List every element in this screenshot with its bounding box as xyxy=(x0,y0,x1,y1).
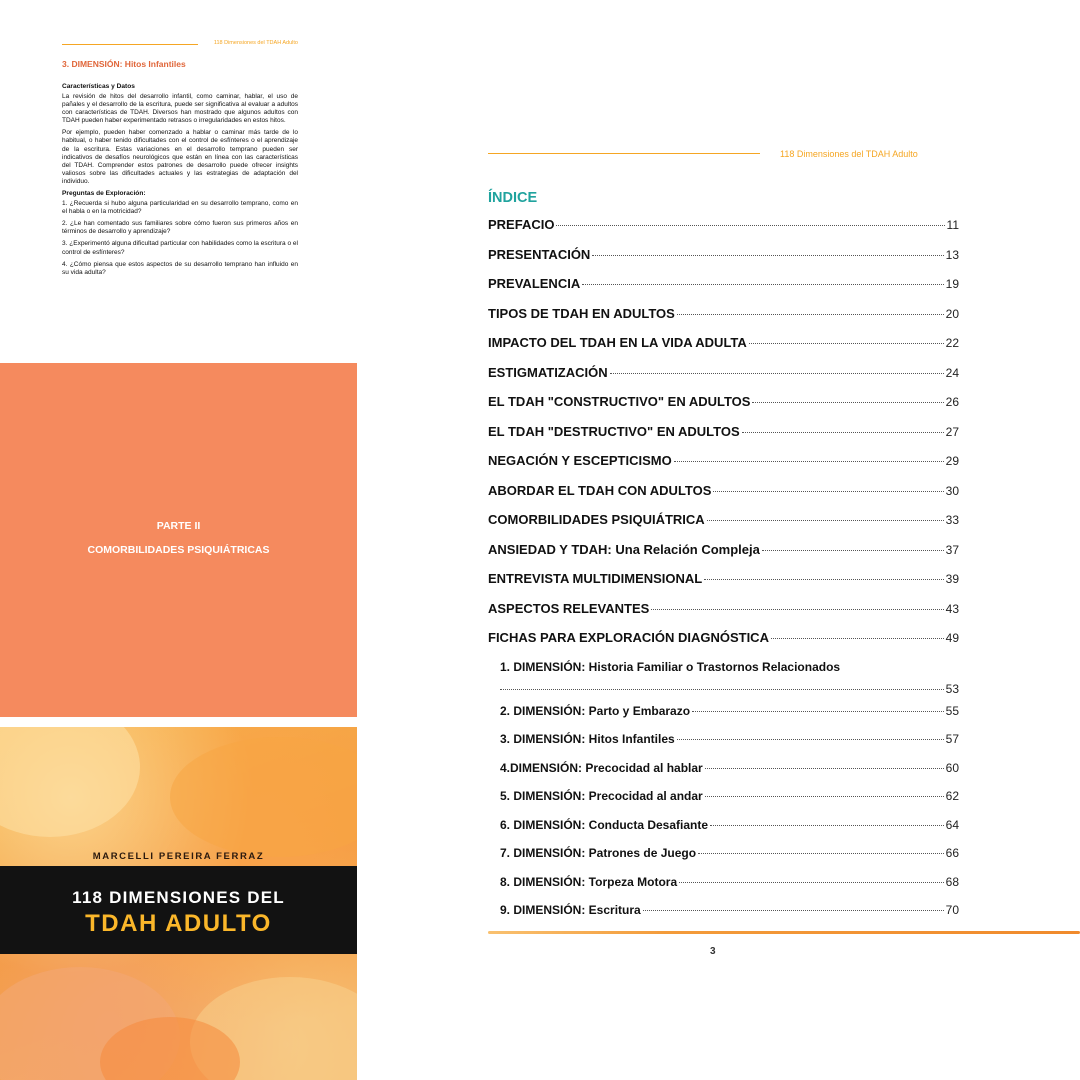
leader-dots xyxy=(679,882,944,883)
toc-label: 7. DIMENSIÓN: Patrones de Juego xyxy=(500,846,697,860)
toc-label: 8. DIMENSIÓN: Torpeza Motora xyxy=(500,874,678,889)
toc-page: 57 xyxy=(945,732,959,746)
toc-page: 55 xyxy=(945,703,959,718)
leader-dots xyxy=(582,284,943,285)
toc-label: 9. DIMENSIÓN: Escritura xyxy=(500,903,641,917)
leader-dots xyxy=(674,461,944,462)
leader-dots xyxy=(749,343,944,344)
footer-rule xyxy=(488,931,1080,934)
toc-sub-entry[interactable] xyxy=(488,789,959,818)
toc-page: 29 xyxy=(945,454,959,468)
toc-sub-entry[interactable]: 1. DIMENSIÓN: Historia Familiar o Trastornos Relacionados xyxy=(500,659,841,674)
table-of-contents xyxy=(488,217,959,932)
subsection-title: Preguntas de Exploración: xyxy=(62,190,146,198)
toc-entry[interactable] xyxy=(488,542,959,572)
header-text: 118 Dimensiones del TDAH Adulto xyxy=(780,149,918,159)
toc-label: ENTREVISTA MULTIDIMENSIONAL xyxy=(488,571,703,586)
toc-label: 2. DIMENSIÓN: Parto y Embarazo xyxy=(500,703,691,718)
toc-page: 37 xyxy=(945,542,959,557)
leader-dots xyxy=(500,689,944,690)
leader-dots xyxy=(713,491,943,492)
toc-page: 49 xyxy=(945,631,959,645)
leader-dots xyxy=(762,550,944,551)
leader-dots xyxy=(704,579,943,580)
cover-title-band xyxy=(0,866,357,954)
toc-label: PRESENTACIÓN xyxy=(488,246,591,262)
watercolor-splash xyxy=(0,727,140,837)
paragraph: La revisión de hitos del desarrollo infantil, como caminar, hablar, el uso de pañales y el desarrollo de la escritura, puede ser significativa al evaluar a adultos con características de TDAH. Diversos han mostrado que algunos adultos con TDAH pueden haber experimentado retrasos o irregularidades en estos hitos. xyxy=(62,93,298,125)
header-text: 118 Dimensiones del TDAH Adulto xyxy=(213,40,298,46)
page-body xyxy=(62,59,298,281)
part-number: PARTE II xyxy=(156,520,201,532)
watercolor-splash xyxy=(170,737,357,857)
toc-page: 24 xyxy=(945,365,959,380)
toc-page: 60 xyxy=(945,760,959,775)
toc-label: 4.DIMENSIÓN: Precocidad al hablar xyxy=(500,760,703,775)
page-number: 3 xyxy=(710,946,716,957)
toc-sub-entry[interactable] xyxy=(488,846,959,875)
inner-page xyxy=(0,0,357,362)
header-rule xyxy=(62,44,198,45)
subsection-title: Características y Datos xyxy=(62,83,135,90)
leader-dots xyxy=(556,225,944,226)
leader-dots xyxy=(698,853,944,854)
toc-label: IMPACTO DEL TDAH EN LA VIDA ADULTA xyxy=(488,335,747,350)
toc-label: 5. DIMENSIÓN: Precocidad al andar xyxy=(500,789,703,803)
toc-entry[interactable] xyxy=(488,424,959,454)
part-heading xyxy=(0,520,357,568)
toc-page: 30 xyxy=(945,483,959,498)
book-cover xyxy=(0,727,357,1080)
question: 1. ¿Recuerda si hubo alguna particularidad en su desarrollo temprano, como en el habla o en la motricidad? xyxy=(62,200,298,216)
toc-entry[interactable] xyxy=(488,394,959,424)
part-title: COMORBILIDADES PSIQUIÁTRICAS xyxy=(87,544,270,556)
toc-label: 6. DIMENSIÓN: Conducta Desafiante xyxy=(500,817,709,832)
leader-dots xyxy=(705,796,944,797)
toc-sub-entry[interactable] xyxy=(488,704,959,733)
toc-entry[interactable] xyxy=(488,512,959,542)
toc-page: 20 xyxy=(945,306,959,321)
toc-page: 33 xyxy=(945,513,959,527)
leader-dots xyxy=(752,402,943,403)
toc-page: 19 xyxy=(945,277,959,291)
toc-page: 64 xyxy=(945,817,959,832)
index-page xyxy=(488,140,1080,970)
toc-page: 70 xyxy=(945,903,959,917)
toc-entry[interactable] xyxy=(488,217,959,247)
cover-title-line2: TDAH ADULTO xyxy=(85,910,272,937)
toc-page: 22 xyxy=(945,336,959,350)
leader-dots xyxy=(677,739,944,740)
toc-sub-entry[interactable] xyxy=(488,732,959,761)
cover-title-line1: 118 DIMENSIONES DEL xyxy=(72,888,285,907)
toc-label: PREVALENCIA xyxy=(488,276,581,291)
toc-entry[interactable] xyxy=(488,571,959,601)
toc-page: 43 xyxy=(945,601,959,616)
leader-dots xyxy=(710,825,944,826)
toc-entry[interactable] xyxy=(488,630,959,660)
toc-sub-entry[interactable] xyxy=(488,903,959,932)
leader-dots xyxy=(771,638,944,639)
leader-dots xyxy=(742,432,944,433)
toc-entry[interactable] xyxy=(488,601,959,631)
header-rule xyxy=(488,153,760,154)
toc-label: NEGACIÓN Y ESCEPTICISMO xyxy=(488,453,672,468)
toc-label: EL TDAH "CONSTRUCTIVO" EN ADULTOS xyxy=(488,394,751,409)
leader-dots xyxy=(610,373,944,374)
toc-label: ASPECTOS RELEVANTES xyxy=(488,600,650,616)
index-title: ÍNDICE xyxy=(488,190,538,206)
leader-dots xyxy=(707,520,944,521)
leader-dots xyxy=(651,609,943,610)
section-title: 3. DIMENSIÓN: Hitos Infantiles xyxy=(62,59,186,69)
toc-entry[interactable] xyxy=(488,306,959,336)
toc-label: ESTIGMATIZACIÓN xyxy=(488,364,608,380)
question: 4. ¿Cómo piensa que estos aspectos de su desarrollo temprano han influido en su vida adulta? xyxy=(62,260,298,276)
toc-label: ABORDAR EL TDAH CON ADULTOS xyxy=(488,482,712,498)
toc-label: FICHAS PARA EXPLORACIÓN DIAGNÓSTICA xyxy=(488,630,769,645)
toc-entry[interactable] xyxy=(488,453,959,483)
toc-entry[interactable] xyxy=(488,276,959,306)
toc-label: PREFACIO xyxy=(488,217,555,232)
toc-page: 66 xyxy=(945,846,959,860)
toc-sub-entry[interactable] xyxy=(488,875,959,904)
toc-label: COMORBILIDADES PSIQUIÁTRICA xyxy=(488,512,705,527)
toc-label: TIPOS DE TDAH EN ADULTOS xyxy=(488,305,675,321)
leader-dots xyxy=(692,711,944,712)
toc-label: EL TDAH "DESTRUCTIVO" EN ADULTOS xyxy=(488,423,740,439)
toc-sub-entry[interactable] xyxy=(488,761,959,790)
toc-sub-entry-continuation xyxy=(488,682,959,704)
question: 2. ¿Le han comentado sus familiares sobre cómo fueron sus primeros años en términos de desarrollo y aprendizaje? xyxy=(62,220,298,236)
toc-entry[interactable] xyxy=(488,483,959,513)
part-divider-page xyxy=(0,363,357,717)
toc-page: 13 xyxy=(945,247,959,262)
toc-page: 11 xyxy=(946,218,959,232)
toc-page: 62 xyxy=(945,789,959,803)
question: 3. ¿Experimentó alguna dificultad particular con habilidades como la escritura o el control de esfínteres? xyxy=(62,240,298,256)
toc-page: 53 xyxy=(945,681,959,696)
cover-author: MARCELLI PEREIRA FERRAZ xyxy=(92,851,265,862)
leader-dots xyxy=(592,255,943,256)
leader-dots xyxy=(643,910,944,911)
toc-page: 39 xyxy=(945,572,959,586)
toc-page: 27 xyxy=(945,424,959,439)
leader-dots xyxy=(705,768,944,769)
toc-entry[interactable] xyxy=(488,335,959,365)
toc-page: 68 xyxy=(945,874,959,889)
toc-sub-entry[interactable] xyxy=(488,818,959,847)
page-header xyxy=(62,40,298,50)
leader-dots xyxy=(677,314,944,315)
toc-page: 26 xyxy=(945,395,959,409)
toc-label: 3. DIMENSIÓN: Hitos Infantiles xyxy=(500,732,675,746)
toc-entry[interactable] xyxy=(488,247,959,277)
paragraph: Por ejemplo, pueden haber comenzado a hablar o caminar más tarde de lo habitual, o haber tenido dificultades con el control de esfínteres o el aprendizaje de la escritura. Estas variaciones en el desarrollo temprano pueden ser indicativos de desafíos neurológicos que están en línea con las características del TDAH. Comprender estos patrones de desarrollo puede ofrecer insights valiosos sobre las dificultades actuales y las estrategias de adaptación del individuo. xyxy=(62,129,298,185)
toc-label: ANSIEDAD Y TDAH: Una Relación Compleja xyxy=(488,541,760,557)
toc-entry[interactable] xyxy=(488,365,959,395)
